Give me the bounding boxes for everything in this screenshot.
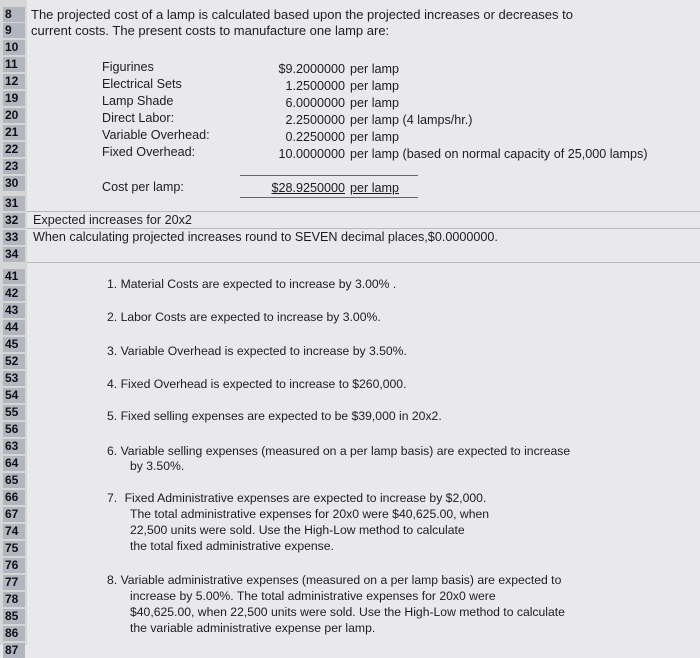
row-number[interactable]: 19 bbox=[3, 91, 25, 106]
list-item-continuation: by 3.50%. bbox=[130, 459, 185, 473]
row-number[interactable]: 66 bbox=[3, 490, 25, 505]
total-amount[interactable]: $28.9250000 bbox=[271, 181, 345, 195]
row-number[interactable]: 55 bbox=[3, 405, 25, 420]
row-number[interactable]: 54 bbox=[3, 388, 25, 403]
row-number[interactable]: 86 bbox=[3, 626, 25, 641]
list-item-text: Fixed selling expenses are expected to be $39,000 in 20x2. bbox=[120, 409, 442, 423]
cost-label[interactable]: Direct Labor: bbox=[102, 111, 175, 125]
row-number[interactable]: 45 bbox=[3, 337, 25, 352]
cost-label[interactable]: Variable Overhead: bbox=[102, 128, 210, 142]
rounding-note[interactable]: When calculating projected increases round to SEVEN decimal places,$0.0000000. bbox=[33, 230, 498, 244]
row-number[interactable]: 78 bbox=[3, 592, 25, 607]
list-item-text: Material Costs are expected to increase by 3.00% . bbox=[120, 277, 397, 291]
list-item[interactable] bbox=[107, 309, 381, 325]
row-number[interactable]: 63 bbox=[3, 439, 25, 454]
cost-label[interactable]: Electrical Sets bbox=[102, 77, 182, 91]
row-number[interactable]: 42 bbox=[3, 286, 25, 301]
list-item-text: Fixed Administrative expenses are expected to increase by $2,000. bbox=[124, 491, 487, 505]
cost-unit[interactable]: per lamp (based on normal capacity of 25,000 lamps) bbox=[350, 147, 648, 161]
list-item-text: Variable Overhead is expected to increase by 3.50%. bbox=[120, 344, 407, 358]
row-number[interactable]: 65 bbox=[3, 473, 25, 488]
row-number[interactable]: 44 bbox=[3, 320, 25, 335]
row-number[interactable]: 33 bbox=[3, 230, 25, 245]
cost-unit[interactable]: per lamp (4 lamps/hr.) bbox=[350, 113, 473, 127]
list-item-number: 8. bbox=[107, 573, 118, 587]
cost-unit[interactable]: per lamp bbox=[350, 96, 399, 110]
row-number[interactable]: 12 bbox=[3, 74, 25, 89]
row-number[interactable]: 85 bbox=[3, 609, 25, 624]
cost-unit[interactable]: per lamp bbox=[350, 79, 399, 93]
row-number[interactable]: 76 bbox=[3, 558, 25, 573]
list-item-number: 2. bbox=[107, 310, 118, 324]
row-number[interactable]: 31 bbox=[3, 196, 25, 211]
intro-line-1: The projected cost of a lamp is calculated based upon the projected increases or decreases to bbox=[31, 7, 573, 22]
list-item-continuation: 22,500 units were sold. Use the High-Low method to calculate bbox=[130, 523, 465, 537]
row-number[interactable]: 56 bbox=[3, 422, 25, 437]
cost-amount[interactable]: $9.2000000 bbox=[278, 62, 345, 76]
row-number[interactable]: 52 bbox=[3, 354, 25, 369]
list-item-continuation: increase by 5.00%. The total administrative expenses for 20x0 were bbox=[130, 589, 496, 603]
row-number[interactable]: 41 bbox=[3, 269, 25, 284]
row-number[interactable]: 8 bbox=[3, 7, 25, 22]
row-number[interactable]: 22 bbox=[3, 142, 25, 157]
row-number[interactable]: 67 bbox=[3, 507, 25, 522]
row-number[interactable]: 9 bbox=[3, 23, 25, 38]
row-number[interactable]: 87 bbox=[3, 643, 25, 658]
list-item[interactable] bbox=[107, 276, 396, 292]
list-item[interactable] bbox=[107, 572, 561, 588]
total-label[interactable]: Cost per lamp: bbox=[102, 180, 184, 194]
row-number[interactable]: 32 bbox=[3, 213, 25, 228]
list-item-text: Variable administrative expenses (measured on a per lamp basis) are expected to bbox=[120, 573, 562, 587]
list-item[interactable] bbox=[107, 408, 442, 424]
cost-amount[interactable]: 0.2250000 bbox=[285, 130, 345, 144]
list-item-text: Fixed Overhead is expected to increase to $260,000. bbox=[120, 377, 407, 391]
row-number[interactable]: 20 bbox=[3, 108, 25, 123]
gridline bbox=[27, 211, 700, 212]
list-item-continuation: The total administrative expenses for 20x0 were $40,625.00, when bbox=[130, 507, 490, 521]
cost-label[interactable]: Figurines bbox=[102, 60, 154, 74]
row-number[interactable]: 21 bbox=[3, 125, 25, 140]
list-item-continuation: the variable administrative expense per lamp. bbox=[130, 621, 376, 635]
row-number[interactable]: 30 bbox=[3, 176, 25, 191]
row-number[interactable]: 75 bbox=[3, 541, 25, 556]
cost-label[interactable]: Lamp Shade bbox=[102, 94, 174, 108]
list-item-number: 7. bbox=[107, 491, 118, 505]
cost-unit[interactable]: per lamp bbox=[350, 62, 399, 76]
list-item-text: Variable selling expenses (measured on a per lamp basis) are expected to increase bbox=[120, 444, 571, 458]
expected-heading[interactable]: Expected increases for 20x2 bbox=[33, 213, 192, 227]
list-item-number: 5. bbox=[107, 409, 118, 423]
list-item-number: 6. bbox=[107, 444, 118, 458]
row-number[interactable]: 43 bbox=[3, 303, 25, 318]
list-item-number: 1. bbox=[107, 277, 118, 291]
cost-label[interactable]: Fixed Overhead: bbox=[102, 145, 196, 159]
list-item[interactable] bbox=[107, 443, 570, 459]
row-number[interactable]: 23 bbox=[3, 159, 25, 174]
intro-line-2: current costs. The present costs to manufacture one lamp are: bbox=[31, 23, 390, 38]
list-item-text: Labor Costs are expected to increase by 3.00%. bbox=[120, 310, 381, 324]
row-number[interactable]: 11 bbox=[3, 57, 25, 72]
cost-unit[interactable]: per lamp bbox=[350, 130, 399, 144]
gridline bbox=[27, 262, 700, 263]
row-number[interactable]: 10 bbox=[3, 40, 25, 55]
row-number[interactable]: 34 bbox=[3, 247, 25, 262]
cost-amount[interactable]: 10.0000000 bbox=[278, 147, 345, 161]
list-item-number: 3. bbox=[107, 344, 118, 358]
row-number[interactable]: 77 bbox=[3, 575, 25, 590]
gridline bbox=[27, 228, 700, 229]
list-item-number: 4. bbox=[107, 377, 118, 391]
row-number[interactable]: 64 bbox=[3, 456, 25, 471]
row-header-gutter bbox=[0, 0, 27, 657]
list-item[interactable] bbox=[107, 343, 407, 359]
cost-amount[interactable]: 2.2500000 bbox=[285, 113, 345, 127]
list-item[interactable] bbox=[107, 490, 486, 506]
row-number[interactable]: 74 bbox=[3, 524, 25, 539]
total-unit[interactable]: per lamp bbox=[350, 181, 399, 195]
list-item-continuation: $40,625.00, when 22,500 units were sold. Use the High-Low method to calculate bbox=[130, 605, 565, 619]
list-item-continuation: the total fixed administrative expense. bbox=[130, 539, 334, 553]
row-number[interactable]: 53 bbox=[3, 371, 25, 386]
list-item[interactable] bbox=[107, 376, 406, 392]
cost-amount[interactable]: 1.2500000 bbox=[285, 79, 345, 93]
cost-amount[interactable]: 6.0000000 bbox=[285, 96, 345, 110]
